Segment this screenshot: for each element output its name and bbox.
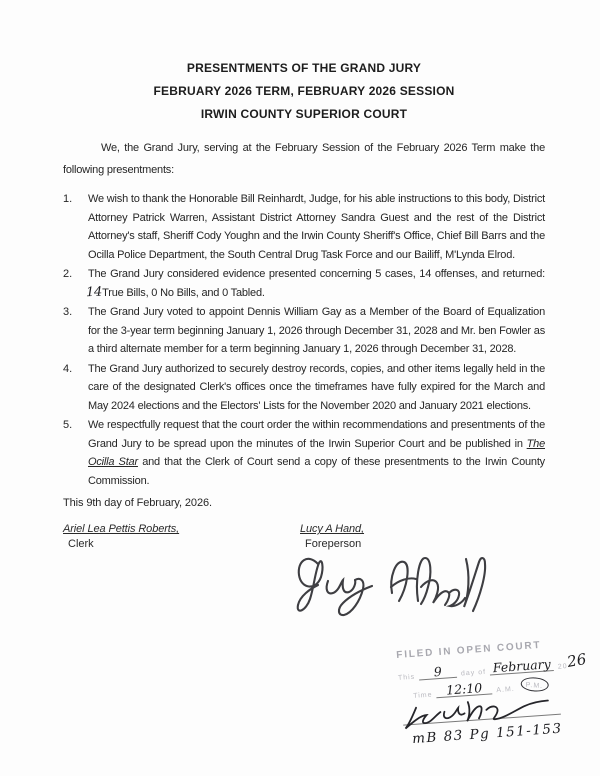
item-number: 1.	[63, 193, 73, 205]
item-number: 2.	[63, 268, 73, 280]
stamp-day: 9	[433, 663, 443, 680]
presentment-item-5	[63, 416, 545, 490]
stamp-time: 12:10	[445, 680, 483, 698]
foreperson-title: Foreperson	[305, 538, 362, 550]
title-line-2: FEBRUARY 2026 TERM, FEBRUARY 2026 SESSION	[153, 84, 455, 98]
stamp-month: February	[492, 656, 552, 676]
stamp-century: 20	[557, 663, 568, 671]
title-line-3: IRWIN COUNTY SUPERIOR COURT	[200, 107, 408, 121]
foreperson-handwritten-signature	[288, 548, 488, 626]
item-text: The Grand Jury authorized to securely destroy records, copies, and other items legally held in the care of the designated Clerk's offices once the timeframes have fully expired for the March and May 2024 elections and the Electors' Lists for the November 2020 and January 2021 elections.	[88, 362, 545, 412]
item-number: 5.	[63, 419, 73, 431]
item-number: 3.	[63, 306, 73, 318]
stamp-this-label: This	[397, 673, 416, 682]
item-number: 4.	[63, 362, 73, 375]
stamp-time-label: Time	[413, 691, 433, 700]
intro-paragraph: We, the Grand Jury, serving at the February Session of the February 2026 Term make the following presentments:	[63, 142, 545, 176]
publication-name: The Ocilla Star	[88, 437, 545, 468]
item-text: The Grand Jury voted to appoint Dennis William Gay as a Member of the Board of Equalization for the 3-year term beginning January 1, 2026 through December 31, 2028 and Mr. ben Fowler as a third alternate member for a term beginning January 1, 2026 through December 31, 2028.	[88, 306, 545, 355]
filed-stamp	[396, 636, 600, 748]
presentment-item-4	[63, 360, 545, 416]
title-line-1: PRESENTMENTS OF THE GRAND JURY	[186, 61, 422, 75]
item-text-after: True Bills, 0 No Bills, and 0 Tabled.	[102, 286, 265, 299]
item-text-before: The Grand Jury considered evidence presented concerning 5 cases, 14 offenses, and returned:	[88, 268, 545, 280]
stamp-day-of-label: day of	[460, 668, 487, 678]
stamp-year: 26	[565, 649, 588, 671]
clerk-name: Ariel Lea Pettis Roberts,	[63, 523, 180, 535]
foreperson-signature-block	[300, 523, 364, 550]
date-line: This 9th day of February, 2026.	[63, 497, 212, 509]
presentment-item-2	[63, 265, 545, 302]
handwritten-true-bills-count: 14	[85, 284, 103, 300]
presentments-list	[63, 190, 545, 490]
signature-row	[63, 523, 545, 550]
stamp-pm-label: P.M.	[525, 681, 544, 691]
foreperson-name: Lucy A Hand,	[300, 523, 365, 535]
clerk-title: Clerk	[68, 538, 94, 550]
item-text-before: We respectfully request that the court order the within recommendations and presentments of the Grand Jury to be spread upon the minutes of the Irwin Superior Court and be published in	[88, 419, 545, 450]
item-text-after: and that the Clerk of Court send a copy of these presentments to the Irwin County Commission.	[88, 456, 545, 487]
clerk-signature-block	[63, 523, 300, 550]
item-text: We wish to thank the Honorable Bill Reinhardt, Judge, for his able instructions to this body, District Attorney Patrick Warren, Assistant District Attorney Sandra Guest and the rest of the District Attorney's staff, Sheriff Cody Youghn and the Irwin County Sheriff's Office, Chief Bill Barrs and the Ocilla Police Department, the South Central Drug Task Force and our Bailiff, M'Lynda Elrod.	[88, 193, 545, 261]
stamp-am-label: A.M.	[496, 685, 515, 695]
presentment-item-3	[63, 303, 545, 359]
presentment-item-1	[63, 190, 545, 264]
stamp-header: FILED IN OPEN COURT	[396, 639, 542, 661]
stamp-book-page: mB 83 Pg 151-153	[411, 720, 564, 748]
document-title	[63, 57, 545, 126]
